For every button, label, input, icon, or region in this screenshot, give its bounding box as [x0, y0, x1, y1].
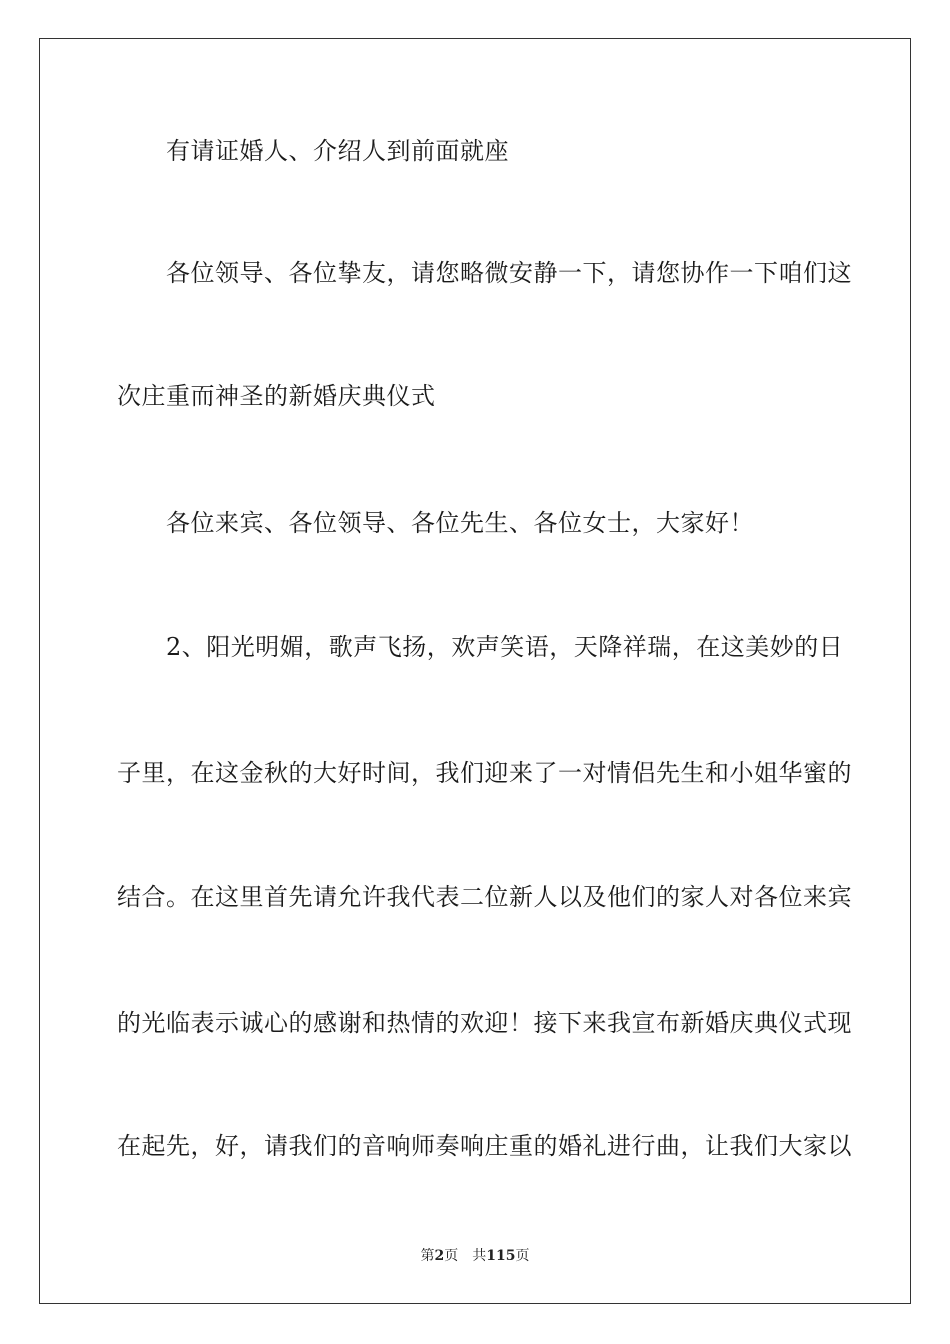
page-number: 2	[434, 1248, 445, 1264]
page-footer	[0, 1247, 950, 1265]
page-border	[39, 38, 911, 1304]
text-line-8: 的光临表示诚心的感谢和热情的欢迎！接下来我宣布新婚庆典仪式现	[117, 1009, 852, 1037]
text-line-3: 次庄重而神圣的新婚庆典仪式	[117, 382, 436, 410]
text-line-6: 子里，在这金秋的大好时间，我们迎来了一对情侣先生和小姐华蜜的	[117, 759, 852, 787]
text-line-7: 结合。在这里首先请允许我代表二位新人以及他们的家人对各位来宾	[117, 883, 852, 911]
text-line-4: 各位来宾、各位领导、各位先生、各位女士，大家好！	[117, 509, 754, 537]
page-suffix: 页	[444, 1248, 459, 1264]
total-prefix: 共	[472, 1248, 487, 1264]
text-line-5: 2、阳光明媚，歌声飞扬，欢声笑语，天降祥瑞，在这美妙的日	[117, 633, 844, 661]
total-suffix: 页	[515, 1248, 530, 1264]
text-line-2: 各位领导、各位挚友，请您略微安静一下，请您协作一下咱们这	[117, 259, 852, 287]
page-prefix: 第	[420, 1248, 435, 1264]
text-line-1: 有请证婚人、介绍人到前面就座	[117, 137, 509, 165]
text-line-9: 在起先，好，请我们的音响师奏响庄重的婚礼进行曲，让我们大家以	[117, 1132, 852, 1160]
total-pages: 115	[486, 1248, 516, 1264]
